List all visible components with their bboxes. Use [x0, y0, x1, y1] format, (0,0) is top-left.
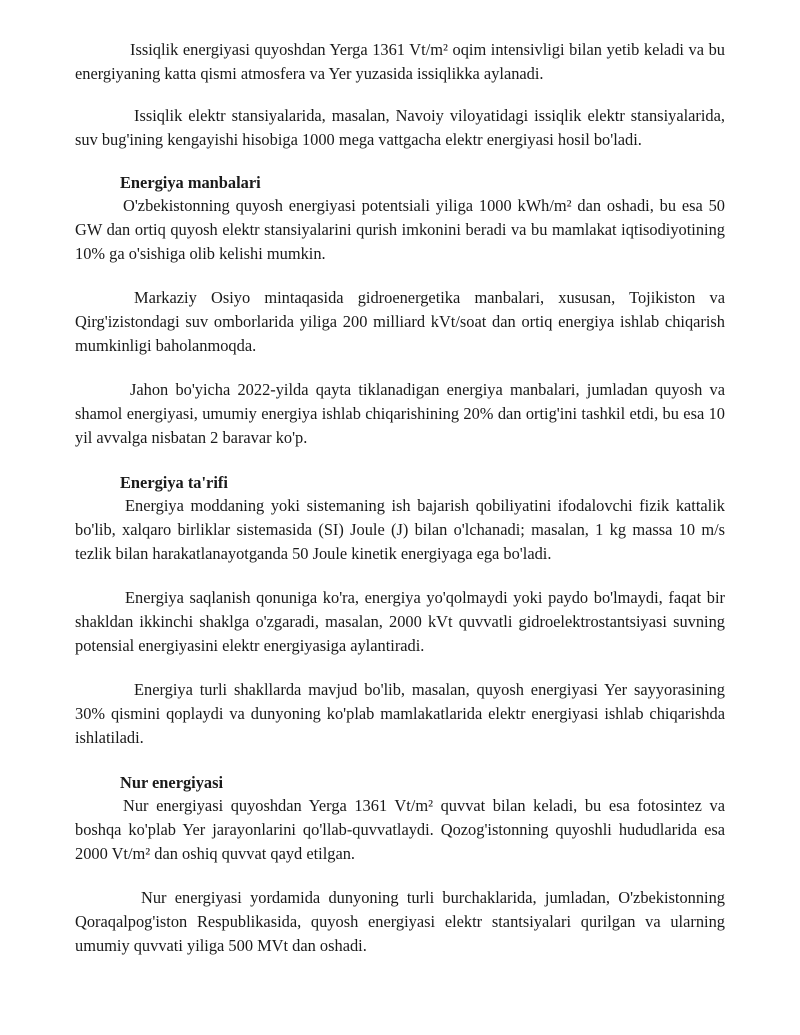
section2-paragraph-1: Energiya moddaning yoki sistemaning ish bajarish qobiliyatini ifodalovchi fizik kattalik bo'lib, xalqaro birliklar sistemasida (SI) Joule (J) bilan o'lchanadi; masalan, 1 kg massa 10 m/s tezlik bilan harakatlanayotganda 50 Joule kinetik energiyaga ega bo'ladi.	[75, 496, 725, 563]
section1-paragraph-3: Jahon bo'yicha 2022-yilda qayta tiklanadigan energiya manbalari, jumladan quyosh va shamol energiyasi, umumiy energiya ishlab chiqarishining 20% dan ortig'ini tashkil etdi, bu esa 10 yil avvalga nisbatan 2 baravar ko'p.	[75, 380, 725, 447]
section1-paragraph-1: O'zbekistonning quyosh energiyasi potentsiali yiliga 1000 kWh/m² dan oshadi, bu esa 50 GW dan ortiq quyosh elektr stansiyalarini qurish imkonini beradi va bu mamlakat iqtisodiyotining 10% ga o'sishiga olib kelishi mumkin.	[75, 196, 725, 263]
intro-paragraph-2: Issiqlik elektr stansiyalarida, masalan, Navoiy viloyatidagi issiqlik elektr stansiyalarida, suv bug'ining kengayishi hisobiga 1000 mega vattgacha elektr energiyasi hosil bo'ladi.	[75, 106, 725, 149]
section3-paragraph-2: Nur energiyasi yordamida dunyoning turli burchaklarida, jumladan, O'zbekistonning Qoraqalpog'iston Respublikasida, quyosh energiyasi elektr stantsiyalari qurilgan va ularning umumiy quvvati yiliga 500 MVt dan oshadi.	[75, 888, 725, 955]
section-heading-nur-energiyasi: Nur energiyasi	[120, 773, 224, 792]
section2-paragraph-2: Energiya saqlanish qonuniga ko'ra, energiya yo'qolmaydi yoki paydo bo'lmaydi, faqat bir shakldan ikkinchi shaklga o'zgaradi, masalan, 2000 kVt quvvatli gidroelektrostantsiyasi suvning potensial energiyasini elektr energiyasiga aylantiradi.	[75, 588, 725, 655]
section3-paragraph-1: Nur energiyasi quyoshdan Yerga 1361 Vt/m² quvvat bilan keladi, bu esa fotosintez va boshqa ko'plab Yer jarayonlarini qo'llab-quvvatlaydi. Qozog'istonning quyoshli hududlarida esa 2000 Vt/m² dan oshiq quvvat qayd etilgan.	[75, 796, 725, 863]
section-heading-energiya-manbalari: Energiya manbalari	[120, 173, 261, 192]
document-page	[75, 38, 725, 958]
section-heading-energiya-tarifi: Energiya ta'rifi	[120, 473, 228, 492]
section1-paragraph-2: Markaziy Osiyo mintaqasida gidroenergetika manbalari, xususan, Tojikiston va Qirg'izistondagi suv omborlarida yiliga 200 milliard kVt/soat dan ortiq energiya ishlab chiqarish mumkinligi baholanmoqda.	[75, 288, 725, 355]
section2-paragraph-3: Energiya turli shakllarda mavjud bo'lib, masalan, quyosh energiyasi Yer sayyorasining 30% qismini qoplaydi va dunyoning ko'plab mamlakatlarida elektr energiyasi ishlab chiqarishda ishlatiladi.	[75, 680, 725, 747]
intro-paragraph-1: Issiqlik energiyasi quyoshdan Yerga 1361 Vt/m² oqim intensivligi bilan yetib keladi va bu energiyaning katta qismi atmosfera va Yer yuzasida issiqlikka aylanadi.	[75, 40, 725, 83]
